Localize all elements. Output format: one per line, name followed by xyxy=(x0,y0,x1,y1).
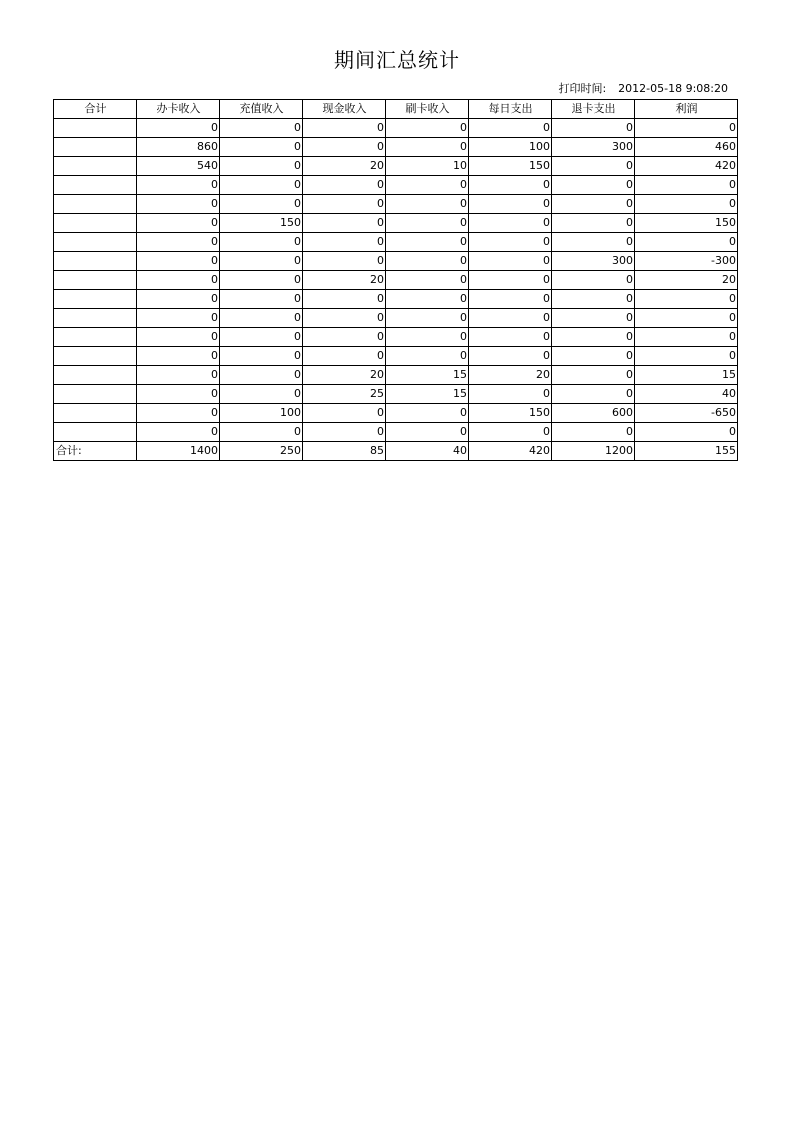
table-total-row xyxy=(54,442,738,461)
table-cell: 540 xyxy=(137,157,220,176)
total-cell: 155 xyxy=(635,442,738,461)
table-cell: 0 xyxy=(220,290,303,309)
row-label-cell xyxy=(54,119,137,138)
table-cell: 0 xyxy=(469,195,552,214)
print-time-value: 2012-05-18 9:08:20 xyxy=(618,82,728,95)
print-time xyxy=(480,80,728,96)
table-cell: 0 xyxy=(303,404,386,423)
table-cell: 0 xyxy=(552,157,635,176)
summary-table xyxy=(53,99,738,461)
table-cell: 150 xyxy=(469,157,552,176)
table-cell: 0 xyxy=(137,366,220,385)
table-cell: 0 xyxy=(469,252,552,271)
table-cell: 460 xyxy=(635,138,738,157)
table-header-row xyxy=(54,100,738,119)
table-row xyxy=(54,233,738,252)
table-cell: 0 xyxy=(137,119,220,138)
table-cell: 0 xyxy=(137,328,220,347)
table-cell: 0 xyxy=(303,176,386,195)
table-cell: 0 xyxy=(303,290,386,309)
row-label-cell xyxy=(54,233,137,252)
table-cell: 0 xyxy=(137,309,220,328)
table-cell: 0 xyxy=(635,195,738,214)
table-cell: 150 xyxy=(469,404,552,423)
row-label-cell xyxy=(54,157,137,176)
table-cell: 100 xyxy=(220,404,303,423)
table-cell: 0 xyxy=(469,385,552,404)
table-cell: 0 xyxy=(552,328,635,347)
table-cell: 10 xyxy=(386,157,469,176)
table-cell: 0 xyxy=(552,195,635,214)
total-cell: 1200 xyxy=(552,442,635,461)
column-header: 办卡收入 xyxy=(137,100,220,119)
table-cell: 0 xyxy=(303,252,386,271)
total-cell: 1400 xyxy=(137,442,220,461)
table-cell: 20 xyxy=(303,366,386,385)
table-row xyxy=(54,290,738,309)
table-cell: 0 xyxy=(469,309,552,328)
table-cell: 0 xyxy=(386,328,469,347)
table-cell: 0 xyxy=(552,423,635,442)
total-cell: 420 xyxy=(469,442,552,461)
table-cell: -650 xyxy=(635,404,738,423)
table-cell: 150 xyxy=(635,214,738,233)
table-cell: 0 xyxy=(635,119,738,138)
table-cell: 0 xyxy=(303,214,386,233)
column-header: 每日支出 xyxy=(469,100,552,119)
table-cell: 0 xyxy=(635,347,738,366)
table-cell: 0 xyxy=(137,290,220,309)
row-label-cell xyxy=(54,271,137,290)
table-cell: 0 xyxy=(220,119,303,138)
table-cell: 20 xyxy=(635,271,738,290)
table-cell: 300 xyxy=(552,252,635,271)
table-cell: 0 xyxy=(469,328,552,347)
table-cell: 0 xyxy=(386,347,469,366)
table-cell: 0 xyxy=(552,119,635,138)
table-cell: 0 xyxy=(303,119,386,138)
column-header: 退卡支出 xyxy=(552,100,635,119)
table-cell: 0 xyxy=(386,233,469,252)
table-cell: 0 xyxy=(220,138,303,157)
total-label: 合计: xyxy=(54,442,137,461)
row-label-cell xyxy=(54,252,137,271)
table-cell: 0 xyxy=(552,176,635,195)
table-cell: 0 xyxy=(137,385,220,404)
table-cell: 0 xyxy=(635,423,738,442)
total-cell: 40 xyxy=(386,442,469,461)
table-cell: 0 xyxy=(303,328,386,347)
table-cell: 0 xyxy=(469,290,552,309)
row-label-cell xyxy=(54,309,137,328)
table-cell: -300 xyxy=(635,252,738,271)
table-row xyxy=(54,176,738,195)
table-cell: 0 xyxy=(137,404,220,423)
column-header: 刷卡收入 xyxy=(386,100,469,119)
page-title: 期间汇总统计 xyxy=(334,48,460,72)
table-cell: 0 xyxy=(220,233,303,252)
table-cell: 0 xyxy=(137,176,220,195)
table-cell: 0 xyxy=(635,233,738,252)
table-cell: 600 xyxy=(552,404,635,423)
row-label-cell xyxy=(54,328,137,347)
table-cell: 0 xyxy=(469,347,552,366)
table-cell: 0 xyxy=(220,347,303,366)
table-cell: 20 xyxy=(303,271,386,290)
table-cell: 300 xyxy=(552,138,635,157)
print-time-label: 打印时间: xyxy=(558,82,607,95)
table-cell: 150 xyxy=(220,214,303,233)
table-cell: 0 xyxy=(552,309,635,328)
table-cell: 0 xyxy=(220,385,303,404)
table-cell: 0 xyxy=(137,252,220,271)
table-cell: 40 xyxy=(635,385,738,404)
table-cell: 0 xyxy=(220,252,303,271)
table-cell: 0 xyxy=(303,233,386,252)
table-cell: 0 xyxy=(552,290,635,309)
table-cell: 0 xyxy=(469,233,552,252)
table-cell: 0 xyxy=(137,233,220,252)
table-cell: 0 xyxy=(635,328,738,347)
table-row xyxy=(54,328,738,347)
table-cell: 0 xyxy=(635,290,738,309)
table-cell: 0 xyxy=(220,328,303,347)
row-label-cell xyxy=(54,138,137,157)
table-cell: 0 xyxy=(220,157,303,176)
table-cell: 0 xyxy=(635,309,738,328)
table-cell: 15 xyxy=(386,366,469,385)
table-cell: 15 xyxy=(386,385,469,404)
table-cell: 0 xyxy=(552,366,635,385)
table-cell: 0 xyxy=(386,309,469,328)
column-header: 充值收入 xyxy=(220,100,303,119)
table-row xyxy=(54,309,738,328)
table-cell: 0 xyxy=(469,176,552,195)
total-cell: 85 xyxy=(303,442,386,461)
table-cell: 0 xyxy=(303,347,386,366)
table-row xyxy=(54,347,738,366)
row-label-cell xyxy=(54,404,137,423)
column-header: 合计 xyxy=(54,100,137,119)
table-cell: 0 xyxy=(137,423,220,442)
table-cell: 0 xyxy=(469,214,552,233)
table-row xyxy=(54,214,738,233)
table-cell: 0 xyxy=(469,271,552,290)
table-cell: 0 xyxy=(552,385,635,404)
row-label-cell xyxy=(54,347,137,366)
table-cell: 0 xyxy=(552,271,635,290)
table-cell: 0 xyxy=(635,176,738,195)
table-cell: 20 xyxy=(469,366,552,385)
table-cell: 25 xyxy=(303,385,386,404)
table-cell: 0 xyxy=(386,290,469,309)
table-row xyxy=(54,385,738,404)
table-row xyxy=(54,271,738,290)
table-cell: 0 xyxy=(220,309,303,328)
total-cell: 250 xyxy=(220,442,303,461)
table-cell: 0 xyxy=(137,347,220,366)
row-label-cell xyxy=(54,385,137,404)
table-cell: 0 xyxy=(386,195,469,214)
table-cell: 0 xyxy=(386,271,469,290)
table-cell: 0 xyxy=(220,366,303,385)
table-cell: 0 xyxy=(137,195,220,214)
row-label-cell xyxy=(54,290,137,309)
table-cell: 0 xyxy=(552,347,635,366)
row-label-cell xyxy=(54,195,137,214)
row-label-cell xyxy=(54,423,137,442)
column-header: 现金收入 xyxy=(303,100,386,119)
table-row xyxy=(54,366,738,385)
table-row xyxy=(54,404,738,423)
table-row xyxy=(54,423,738,442)
row-label-cell xyxy=(54,366,137,385)
table-cell: 15 xyxy=(635,366,738,385)
table-cell: 0 xyxy=(386,214,469,233)
table-cell: 0 xyxy=(220,271,303,290)
table-cell: 860 xyxy=(137,138,220,157)
table-cell: 0 xyxy=(303,309,386,328)
table-cell: 0 xyxy=(386,176,469,195)
table-row xyxy=(54,138,738,157)
table-cell: 0 xyxy=(220,423,303,442)
row-label-cell xyxy=(54,176,137,195)
table-cell: 100 xyxy=(469,138,552,157)
table-row xyxy=(54,195,738,214)
table-cell: 0 xyxy=(469,119,552,138)
row-label-cell xyxy=(54,214,137,233)
table-cell: 0 xyxy=(552,233,635,252)
table-cell: 0 xyxy=(303,138,386,157)
table-row xyxy=(54,119,738,138)
table-cell: 0 xyxy=(137,214,220,233)
table-cell: 20 xyxy=(303,157,386,176)
table-cell: 0 xyxy=(469,423,552,442)
table-cell: 0 xyxy=(552,214,635,233)
table-row xyxy=(54,157,738,176)
table-cell: 0 xyxy=(303,195,386,214)
table-cell: 420 xyxy=(635,157,738,176)
table-cell: 0 xyxy=(137,271,220,290)
table-cell: 0 xyxy=(386,252,469,271)
table-row xyxy=(54,252,738,271)
column-header: 利润 xyxy=(635,100,738,119)
table-cell: 0 xyxy=(303,423,386,442)
table-cell: 0 xyxy=(386,404,469,423)
table-cell: 0 xyxy=(386,119,469,138)
table-cell: 0 xyxy=(220,176,303,195)
table-cell: 0 xyxy=(386,138,469,157)
table-cell: 0 xyxy=(386,423,469,442)
table-cell: 0 xyxy=(220,195,303,214)
